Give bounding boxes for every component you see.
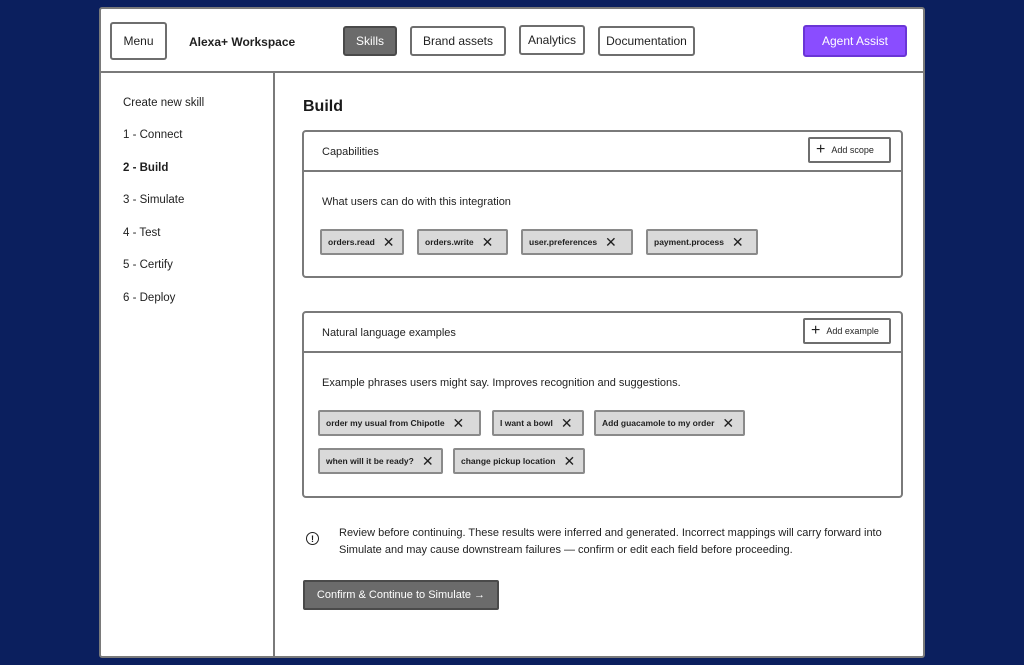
close-icon[interactable]: ✕ xyxy=(563,453,576,469)
chip-label: I want a bowl xyxy=(500,418,553,428)
chip-label: order my usual from Chipotle xyxy=(326,418,445,428)
close-icon[interactable]: ✕ xyxy=(382,234,395,250)
scope-chip xyxy=(417,229,508,255)
scope-chip xyxy=(646,229,758,255)
chip-label: payment.process xyxy=(654,237,724,247)
workspace-title: Alexa+ Workspace xyxy=(189,35,296,49)
close-icon[interactable]: ✕ xyxy=(605,234,617,250)
chip-label: Add guacamole to my order xyxy=(602,418,715,428)
close-icon[interactable]: ✕ xyxy=(731,234,744,250)
app-window xyxy=(99,7,925,658)
capabilities-description: What users can do with this integration xyxy=(322,196,511,208)
page-title: Build xyxy=(303,98,343,115)
review-warning: Review before continuing. These results were inferred and generated. Incorrect mappings will carry forward into Simulate and may cause downstream failures — confirm or edit each field before proceeding. xyxy=(339,527,882,556)
example-chip xyxy=(594,410,745,436)
sidebar-item-build[interactable]: 2 - Build xyxy=(123,162,169,174)
agent-assist-button[interactable]: Agent Assist xyxy=(803,25,907,57)
scope-chip xyxy=(320,229,404,255)
chip-label: change pickup location xyxy=(461,456,556,466)
menu-button[interactable]: Menu xyxy=(110,22,167,60)
examples-card xyxy=(302,311,903,498)
tab-skills[interactable]: Skills xyxy=(343,26,397,56)
example-chip xyxy=(318,410,481,436)
add-scope-button[interactable] xyxy=(808,137,891,163)
close-icon[interactable]: ✕ xyxy=(481,234,494,250)
chip-label: user.preferences xyxy=(529,237,598,247)
example-chip xyxy=(492,410,584,436)
close-icon[interactable]: ✕ xyxy=(421,453,434,469)
add-scope-label: Add scope xyxy=(831,145,874,155)
sidebar-item-simulate[interactable]: 3 - Simulate xyxy=(123,194,185,206)
tab-documentation[interactable]: Documentation xyxy=(598,26,695,56)
example-chip xyxy=(453,448,585,474)
sidebar-item-test[interactable]: 4 - Test xyxy=(123,227,161,239)
capabilities-card xyxy=(302,130,903,278)
plus-icon: + xyxy=(816,141,826,158)
confirm-continue-button[interactable]: Confirm & Continue to Simulate → xyxy=(303,580,499,610)
close-icon[interactable]: ✕ xyxy=(722,415,735,431)
capabilities-title: Capabilities xyxy=(322,146,379,158)
chip-label: when will it be ready? xyxy=(326,456,414,466)
sidebar xyxy=(101,73,275,658)
tab-brand-assets[interactable]: Brand assets xyxy=(410,26,506,56)
sidebar-item-certify[interactable]: 5 - Certify xyxy=(123,259,173,271)
chip-label: orders.write xyxy=(425,237,474,247)
close-icon[interactable]: ✕ xyxy=(560,415,573,431)
sidebar-item-deploy[interactable]: 6 - Deploy xyxy=(123,292,176,304)
alert-icon: ! xyxy=(306,532,319,545)
plus-icon: + xyxy=(811,322,821,339)
sidebar-item-connect[interactable]: 1 - Connect xyxy=(123,129,183,141)
top-bar xyxy=(101,9,923,73)
add-example-label: Add example xyxy=(826,326,879,336)
scope-chip xyxy=(521,229,633,255)
add-example-button[interactable] xyxy=(803,318,891,344)
close-icon[interactable]: ✕ xyxy=(452,415,465,431)
sidebar-item-create-new-skill[interactable]: Create new skill xyxy=(123,97,205,109)
examples-header xyxy=(304,313,901,353)
examples-title: Natural language examples xyxy=(322,327,456,339)
chip-label: orders.read xyxy=(328,237,375,247)
example-chip xyxy=(318,448,443,474)
capabilities-header xyxy=(304,132,901,172)
main-content xyxy=(277,73,923,658)
examples-description: Example phrases users might say. Improves recognition and suggestions. xyxy=(322,377,681,389)
tab-analytics[interactable]: Analytics xyxy=(519,25,585,55)
